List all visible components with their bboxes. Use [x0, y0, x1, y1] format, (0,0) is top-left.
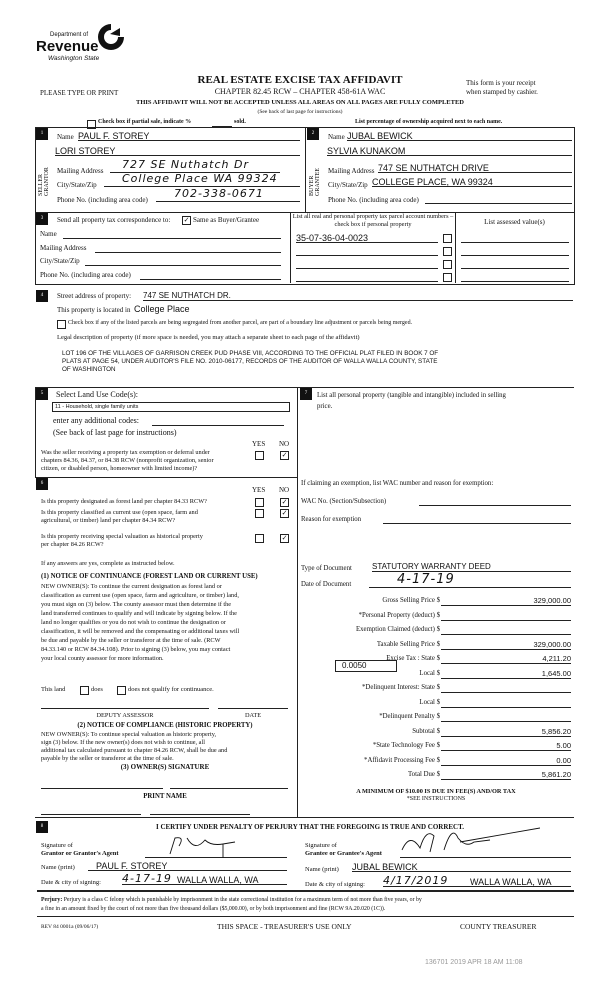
- partial-sale-label: Check box if partial sale, indicate %: [98, 119, 192, 125]
- divider: [37, 916, 574, 917]
- notice-line: additional tax calculated pursuant to chapter 84.26 RCW, shall be due and: [41, 747, 228, 754]
- fee-label: *State Technology Fee $: [372, 742, 440, 749]
- fee-value-field[interactable]: 5,861.20: [441, 770, 571, 780]
- land-use-instructions: (See back of last page for instructions): [53, 428, 177, 437]
- form-revision: REV 84 0001a (09/06/17): [41, 924, 99, 930]
- buyer-address-label: Mailing Address: [328, 167, 375, 175]
- exemption-question: Was the seller receiving a property tax exemption or deferral under chapters 84.36, 84.37, or 84.38 RCW (nonprofit organization, senior citizen, or disabled person, homeowner with limited income)?: [41, 449, 214, 472]
- owner-signature-field[interactable]: [41, 788, 163, 789]
- reason-field[interactable]: [383, 515, 571, 524]
- grantor-signature-drawing: [165, 834, 245, 858]
- fee-value-field[interactable]: 5,856.20: [441, 727, 571, 737]
- print-name-field[interactable]: [41, 814, 141, 815]
- document-type: STATUTORY WARRANTY DEED: [372, 562, 491, 571]
- buyer-name2-field[interactable]: [327, 146, 572, 156]
- seller-city: College Place WA 99324: [122, 172, 278, 185]
- personal-property-checkbox[interactable]: [443, 247, 452, 256]
- logo-mark-icon: [96, 22, 126, 52]
- section-number: 2: [307, 128, 319, 140]
- buyer-address: 747 SE NUTHATCH DRIVE: [378, 163, 489, 173]
- fee-label: *Delinquent Penalty $: [379, 713, 440, 720]
- located-in-label: This property is located in: [57, 306, 131, 314]
- fee-label: Local $: [419, 669, 440, 677]
- land-use-label: Select Land Use Code(s):: [56, 390, 138, 399]
- section-number: 7: [300, 388, 312, 400]
- grantor-date-label: Date & city of signing:: [41, 879, 101, 886]
- fee-value-field[interactable]: 0.00: [441, 756, 571, 766]
- seller-phone: 702-338-0671: [174, 187, 264, 200]
- recording-stamp: 136701 2019 APR 18 AM 11:08: [425, 959, 523, 966]
- grantee-date-label: Date & city of signing:: [305, 881, 365, 888]
- fee-value-field[interactable]: 329,000.00: [441, 640, 571, 650]
- seller-city-label: City/State/Zip: [57, 181, 97, 189]
- section-number: 8: [36, 821, 48, 833]
- correspondence-address-field[interactable]: [95, 244, 281, 253]
- personal-property-label: List all personal property (tangible and intangible) included in selling price.: [317, 392, 506, 410]
- assessed-value-field[interactable]: [461, 233, 569, 243]
- personal-property-checkbox[interactable]: [443, 234, 452, 243]
- notice-line: NEW OWNER(S): To continue special valuation as historic property,: [41, 731, 217, 738]
- does-not-label: does not qualify for continuance.: [128, 686, 214, 693]
- local-rate-field[interactable]: 0.0050: [335, 660, 397, 672]
- buyer-city-field[interactable]: [372, 177, 572, 187]
- minimum-due-note: A MINIMUM OF $10.00 IS DUE IN FEE(S) AND/OR TAX: [356, 788, 516, 795]
- historic-no-checkbox[interactable]: ✓: [281, 534, 288, 542]
- grantee-name-label: Name (print): [305, 866, 339, 873]
- certification-statement: I CERTIFY UNDER PENALTY OF PERJURY THAT THE FOREGOING IS TRUE AND CORRECT.: [155, 823, 464, 831]
- grantee-name-field[interactable]: [352, 862, 571, 872]
- grantor-name-field[interactable]: [88, 861, 287, 871]
- wac-label: WAC No. (Section/Subsection): [301, 498, 387, 505]
- correspondence-city-label: City/State/Zip: [40, 257, 80, 265]
- deputy-assessor-label: DEPUTY ASSESSOR: [96, 712, 154, 719]
- grantee-name: JUBAL BEWICK: [352, 862, 418, 872]
- fee-value-field[interactable]: 1,645.00: [441, 669, 571, 679]
- document-type-label: Type of Document: [301, 565, 352, 572]
- see-back-note: (See back of last page for instructions): [257, 109, 343, 115]
- seller-phone-label: Phone No. (including area code): [57, 196, 148, 204]
- notice-line: be due and payable by the seller or transferor at the time of sale. (RCW: [41, 637, 221, 644]
- notice-line: land no longer qualifies or you do not wish to continue the designation or: [41, 619, 226, 626]
- sold-label: sold.: [234, 119, 246, 125]
- seller-name2: LORI STOREY: [55, 146, 116, 156]
- land-use-select[interactable]: 11 - Household, single family units: [52, 402, 290, 412]
- send-correspondence-label: Send all property tax correspondence to:: [57, 216, 171, 224]
- forest-land-question: Is this property designated as forest land per chapter 84.33 RCW?: [41, 498, 207, 505]
- fee-label: Total Due $: [408, 771, 440, 778]
- section-number: 4: [36, 290, 48, 302]
- notice-compliance-text: [41, 731, 227, 763]
- assessor-date-field[interactable]: [218, 708, 288, 709]
- fee-label: Excise Tax : State $: [386, 655, 440, 662]
- grantee-date: 4/17/2019: [383, 874, 449, 887]
- forest-no-checkbox[interactable]: ✓: [281, 498, 288, 506]
- county-treasurer-label: COUNTY TREASURER: [460, 922, 537, 931]
- street-address: 747 SE NUTHATCH DR.: [143, 291, 231, 300]
- does-not-qualify-checkbox[interactable]: [117, 686, 126, 695]
- section-number: 1: [36, 128, 48, 140]
- owner-signature-field-2[interactable]: [170, 788, 288, 789]
- buyer-name: JUBAL BEWICK: [347, 131, 413, 141]
- section-number: 6: [36, 478, 48, 490]
- correspondence-phone-field[interactable]: [140, 271, 281, 280]
- fee-label: Subtotal $: [412, 727, 440, 735]
- notice-continuance-text: [41, 582, 239, 663]
- notice-line: classification as current use (open space, farm and agriculture, or timber) land,: [41, 592, 239, 599]
- fee-value-field[interactable]: [441, 698, 571, 708]
- correspondence-address-label: Mailing Address: [40, 244, 87, 252]
- document-date-field[interactable]: [369, 572, 571, 588]
- fee-value-field[interactable]: 329,000.00: [441, 596, 571, 606]
- grantor-name-label: Name (print): [41, 864, 75, 871]
- grantee-signature-drawing: [400, 822, 540, 858]
- seller-address: 727 SE Nuthatch Dr: [122, 158, 249, 171]
- seller-address-label: Mailing Address: [57, 167, 104, 175]
- perjury-notice: Perjury: Perjury is a class C felony which is punishable by imprisonment in the state correctional institution for a maximum term of not more than five years, or by a fine in an amount fixed by the court of not more than five thousand dollars ($5,000.00), or by both imprisonment and fine (RCW 9A.20.020 (1C)).: [41, 897, 422, 912]
- parcel-number: 35-07-36-04-0023: [296, 233, 369, 243]
- reason-label: Reason for exemption: [301, 516, 362, 523]
- type-or-print: PLEASE TYPE OR PRINT: [40, 89, 119, 97]
- buyer-city: COLLEGE PLACE, WA 99324: [372, 177, 493, 187]
- located-in-value: College Place: [134, 304, 190, 314]
- seller-address-field[interactable]: [110, 158, 280, 173]
- yes-header: YES: [252, 486, 266, 494]
- street-address-field[interactable]: [143, 291, 573, 301]
- notice-line: land transferred continues to qualify and will indicate by signing below. If the: [41, 610, 237, 617]
- fee-label: Gross Selling Price $: [382, 597, 440, 604]
- fee-label: *Personal Property (deduct) $: [358, 611, 440, 619]
- owner-signature-title: (3) OWNER(S) SIGNATURE: [120, 763, 210, 771]
- seller-side-label: SELLER GRANTOR: [38, 167, 50, 196]
- notice-compliance-title: (2) NOTICE OF COMPLIANCE (HISTORIC PROPERTY): [77, 722, 253, 729]
- logo-line2: Revenue: [36, 38, 99, 55]
- notice-continuance-title: (1) NOTICE OF CONTINUANCE (FOREST LAND OR CURRENT USE): [41, 573, 258, 580]
- current-use-no-checkbox[interactable]: ✓: [281, 509, 288, 517]
- this-land-label: This land: [41, 686, 66, 693]
- deputy-assessor-signature-field[interactable]: [41, 708, 209, 709]
- section-number: 3: [36, 213, 48, 225]
- logo-line1: Department of: [50, 32, 89, 38]
- divider: [37, 890, 574, 892]
- fee-label: *Delinquent Interest: State $: [362, 684, 440, 691]
- dor-logo: [36, 22, 126, 70]
- historic-question: Is this property receiving special valuation as historical property per chapter 84.26 RCW?: [41, 533, 203, 548]
- current-use-question: Is this property classified as current use (open space, farm and agricultural, or timber) land per chapter 84.34 RCW?: [41, 509, 198, 524]
- fee-value-field[interactable]: 5.00: [441, 741, 571, 751]
- forest-yes-checkbox[interactable]: [255, 498, 264, 507]
- document-type-field[interactable]: [372, 562, 571, 572]
- buyer-name2: SYLVIA KUNAKOM: [327, 146, 406, 156]
- buyer-phone-label: Phone No. (including area code): [328, 196, 419, 204]
- warning-text: THIS AFFIDAVIT WILL NOT BE ACCEPTED UNLESS ALL AREAS ON ALL PAGES ARE FULLY COMPLETED: [136, 99, 464, 106]
- buyer-name-field[interactable]: [347, 131, 572, 141]
- seller-phone-field[interactable]: [156, 187, 300, 202]
- fee-value-field[interactable]: [441, 683, 571, 693]
- assessed-value-field[interactable]: [461, 259, 569, 269]
- grantor-signature-label: Signature of Grantor or Grantor's Agent: [41, 842, 119, 857]
- correspondence-phone-label: Phone No. (including area code): [40, 271, 131, 279]
- same-as-buyer-label: Same as Buyer/Grantee: [193, 216, 260, 224]
- fee-value-field[interactable]: [441, 611, 571, 621]
- notice-line: your local county assessor for more information.: [41, 655, 164, 662]
- correspondence-name-field[interactable]: [63, 230, 281, 239]
- exemption-claim-label: If claiming an exemption, list WAC number and reason for exemption:: [301, 480, 494, 487]
- personal-property-checkbox[interactable]: [443, 260, 452, 269]
- additional-codes-label: enter any additional codes:: [53, 416, 139, 425]
- parcel-number-field[interactable]: [296, 246, 438, 256]
- print-name-label: PRINT NAME: [143, 793, 187, 800]
- buyer-city-label: City/State/Zip: [328, 181, 368, 189]
- seller-name2-field[interactable]: [55, 146, 300, 156]
- buyer-address-field[interactable]: [378, 163, 572, 173]
- legal-description: LOT 196 OF THE VILLAGES OF GARRISON CREEK PUD PHASE VIII, ACCORDING TO THE OFFICIAL PLAT FILED IN BOOK 7 OF PLATS AT PAGE 54, UNDER AUDITOR'S FILE NO. 2010-06177, RECORDS OF THE AUDITOR OF WALLA WALLA COUNTY, STATE OF WASHINGTON: [62, 350, 439, 373]
- assessor-date-label: DATE: [244, 712, 262, 719]
- receipt-note-2: when stamped by cashier.: [466, 88, 538, 96]
- parcel-number-field[interactable]: [296, 272, 438, 282]
- historic-yes-checkbox[interactable]: [255, 534, 264, 543]
- segregated-checkbox[interactable]: [57, 320, 66, 329]
- divider: [297, 387, 298, 817]
- street-address-label: Street address of property:: [57, 292, 132, 300]
- parcel-number-field[interactable]: [296, 233, 438, 243]
- document-date-label: Date of Document: [301, 581, 352, 588]
- divider: [305, 127, 306, 212]
- assessed-value-field[interactable]: [461, 246, 569, 256]
- current-use-yes-checkbox[interactable]: [255, 509, 264, 518]
- seller-city-field[interactable]: [104, 172, 300, 187]
- no-header: NO: [279, 440, 290, 448]
- parcel-number-field[interactable]: [296, 259, 438, 269]
- fee-value-field[interactable]: 4,211.20: [441, 654, 571, 664]
- grantor-date: 4-17-19: [122, 872, 172, 885]
- grantee-city: WALLA WALLA, WA: [470, 877, 552, 887]
- parcel-header: List all real and personal property tax parcel account numbers – check box if personal property: [292, 213, 454, 228]
- divider: [35, 477, 297, 478]
- does-qualify-checkbox[interactable]: [80, 686, 89, 695]
- fee-label: Taxable Selling Price $: [376, 640, 440, 648]
- notice-line: 84.33.140 or RCW 84.34.108). Prior to signing (3) below, you may contact: [41, 646, 231, 653]
- yes-header: YES: [252, 440, 266, 448]
- seller-name-field[interactable]: [78, 131, 300, 141]
- receipt-note-1: This form is your receipt: [466, 79, 536, 87]
- notice-line: you must sign on (3) below. The county assessor must then determine if the: [41, 601, 232, 608]
- logo-line3: Washington State: [48, 55, 100, 62]
- no-header: NO: [279, 486, 290, 494]
- form-title: REAL ESTATE EXCISE TAX AFFIDAVIT: [197, 74, 403, 86]
- ownership-note: List percentage of ownership acquired next to each name.: [355, 119, 503, 125]
- notice-line: classification, it will be removed and the compensating or additional taxes will: [41, 628, 240, 635]
- see-instructions-note: *SEE INSTRUCTIONS: [406, 796, 466, 802]
- grantee-signature-label: Signature of Grantee or Grantee's Agent: [305, 842, 382, 857]
- notice-line: sign (3) below. If the new owner(s) does not wish to continue, all: [41, 739, 205, 746]
- grantee-date-city-field[interactable]: [383, 874, 571, 887]
- fee-label: *Affidavit Processing Fee $: [364, 756, 440, 764]
- same-as-buyer-checkbox[interactable]: ✓: [183, 216, 190, 224]
- segregated-label: Check box if any of the listed parcels are being segregated from another parcel, are part of a boundary line adjustment or parcels being merged.: [68, 320, 413, 326]
- seller-name-label: Name: [57, 133, 74, 141]
- grantor-name: PAUL F. STOREY: [96, 861, 168, 871]
- notice-line: payable by the seller or transferor at the time of sale.: [41, 755, 174, 762]
- buyer-side-label: BUYER GRANTEE: [309, 168, 321, 196]
- fee-value-field[interactable]: [441, 625, 571, 635]
- grantor-date-city-field[interactable]: [122, 872, 287, 885]
- fee-value-field[interactable]: [441, 712, 571, 722]
- divider: [35, 387, 36, 477]
- if-yes-note: If any answers are yes, complete as instructed below.: [41, 560, 175, 567]
- buyer-name-label: Name: [328, 133, 345, 141]
- grantor-signature-field[interactable]: [145, 840, 287, 858]
- grantee-signature-field[interactable]: [400, 840, 571, 858]
- does-label: does: [91, 686, 103, 693]
- fee-label: Local $: [419, 698, 440, 706]
- assessed-value-field[interactable]: [461, 272, 569, 282]
- print-name-field-2[interactable]: [150, 814, 250, 815]
- notice-line: NEW OWNER(S): To continue the current designation as forest land or: [41, 583, 222, 590]
- fee-label: Exemption Claimed (deduct) $: [356, 626, 440, 633]
- seller-name: PAUL F. STOREY: [78, 131, 150, 141]
- document-date: 4-17-19: [397, 572, 455, 587]
- additional-codes-field[interactable]: [152, 416, 284, 426]
- grantor-city: WALLA WALLA, WA: [177, 875, 259, 885]
- wac-field[interactable]: [419, 497, 571, 506]
- correspondence-name-label: Name: [40, 230, 57, 238]
- exemption-yes-checkbox[interactable]: [255, 451, 264, 460]
- treasurer-use-label: THIS SPACE - TREASURER'S USE ONLY: [217, 922, 352, 931]
- exemption-no-checkbox[interactable]: ✓: [281, 451, 288, 459]
- assessed-header: List assessed value(s): [484, 218, 545, 226]
- buyer-phone-field[interactable]: [425, 194, 572, 204]
- divider: [35, 817, 574, 818]
- personal-property-checkbox[interactable]: [443, 273, 452, 282]
- correspondence-city-field[interactable]: [85, 257, 281, 266]
- form-subtitle: CHAPTER 82.45 RCW – CHAPTER 458-61A WAC: [214, 87, 386, 96]
- section-number: 5: [36, 388, 48, 400]
- legal-description-label: Legal description of property (if more space is needed, you may attach a separate sheet to each page of the affidavit): [57, 334, 360, 341]
